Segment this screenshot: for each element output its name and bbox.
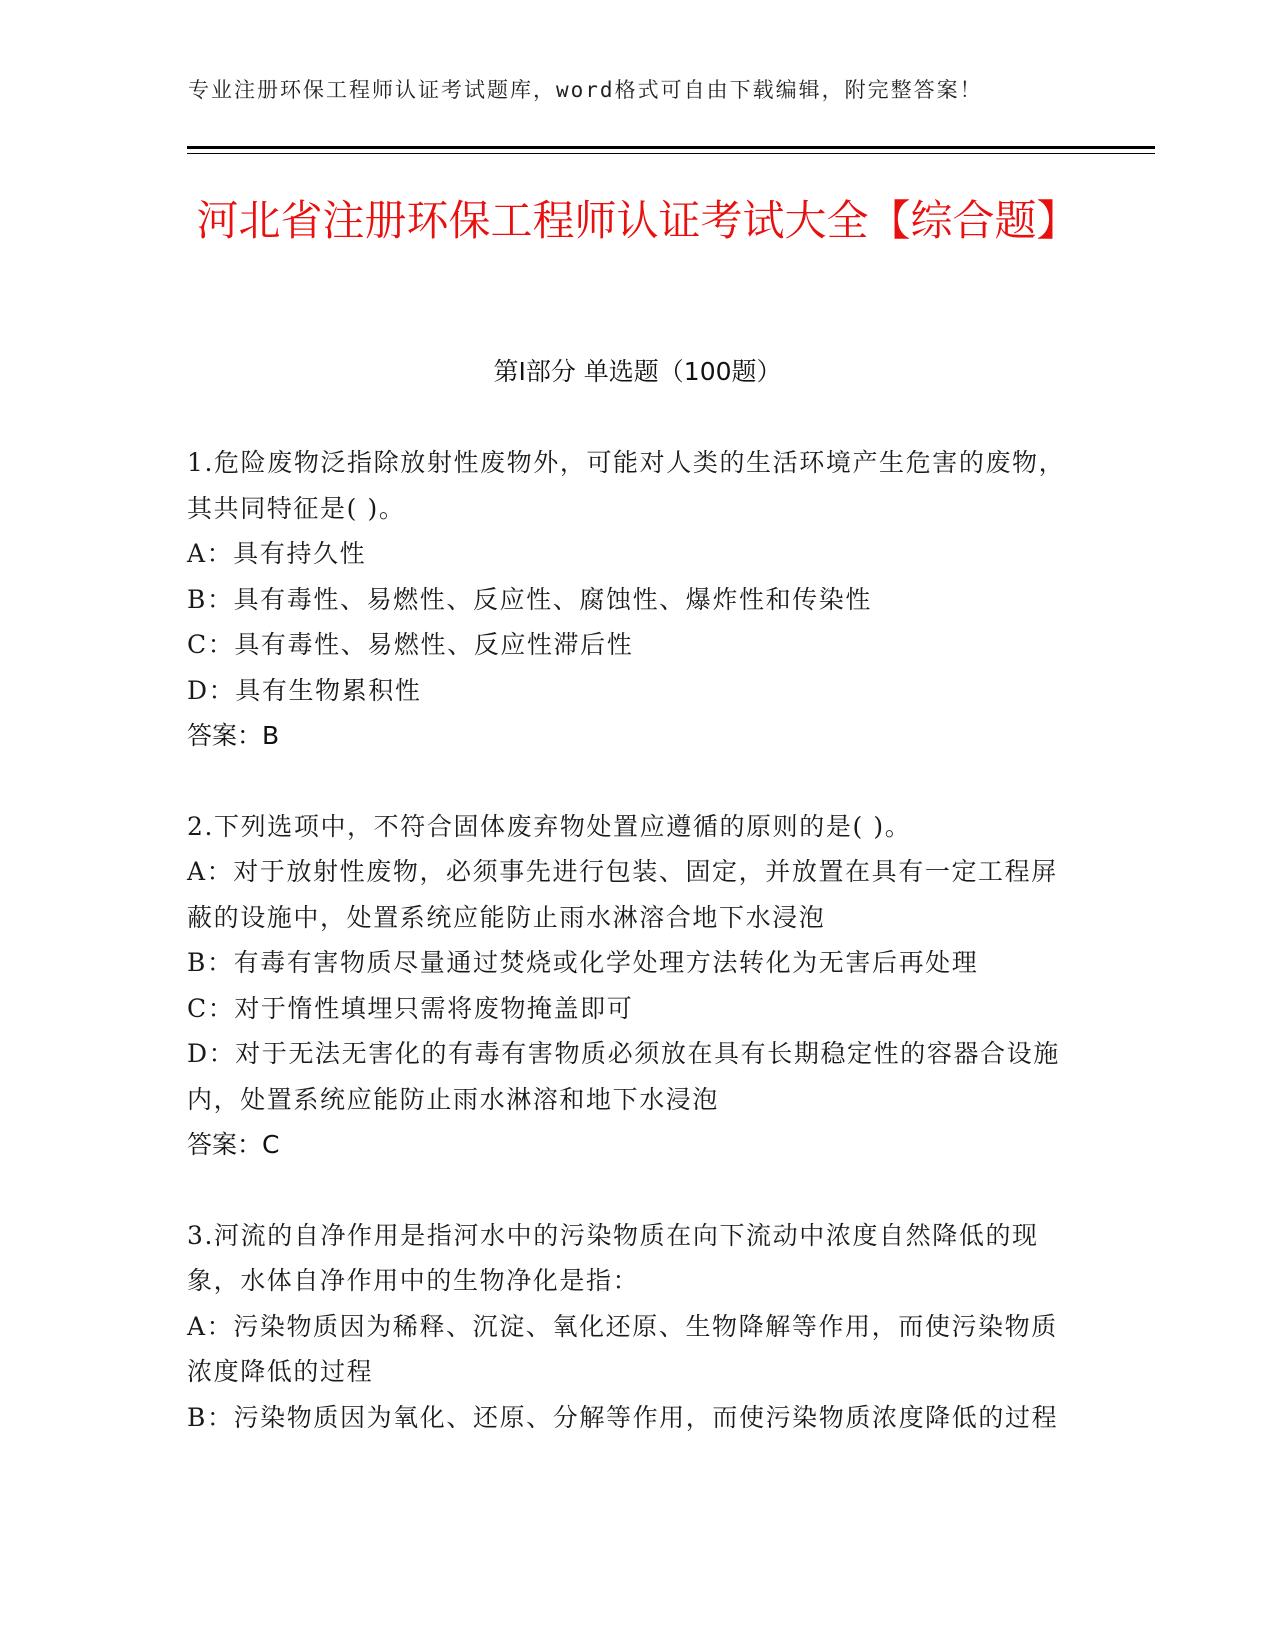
question-stem: 2.下列选项中，不符合固体废弃物处置应遵循的原则的是( )。 bbox=[187, 811, 912, 841]
header-divider-thin bbox=[187, 153, 1155, 154]
option-d: D：对于无法无害化的有毒有害物质必须放在具有长期稳定性的容器合设施内，处置系统应能防止雨水淋溶和地下水浸泡 bbox=[187, 1039, 1060, 1114]
option-b: B：具有毒性、易燃性、反应性、腐蚀性、爆炸性和传染性 bbox=[187, 584, 872, 614]
option-d: D：具有生物累积性 bbox=[187, 675, 422, 705]
section-title: 第Ⅰ部分 单选题（100题） bbox=[493, 357, 782, 386]
option-a: A：污染物质因为稀释、沉淀、氧化还原、生物降解等作用，而使污染物质浓度降低的过程 bbox=[187, 1311, 1058, 1386]
answer: 答案：B bbox=[187, 721, 280, 750]
option-b: B：有毒有害物质尽量通过焚烧或化学处理方法转化为无害后再处理 bbox=[187, 948, 979, 977]
option-c: C：具有毒性、易燃性、反应性滞后性 bbox=[187, 630, 634, 659]
answer: 答案：C bbox=[187, 1130, 280, 1159]
question-stem: 1.危险废物泛指除放射性废物外，可能对人类的生活环境产生危害的废物，其共同特征是( )。 bbox=[187, 448, 1066, 523]
question-1 bbox=[187, 440, 1067, 759]
option-a: A：具有持久性 bbox=[187, 539, 367, 568]
header-divider-thick bbox=[187, 146, 1155, 149]
question-2 bbox=[187, 804, 1067, 1168]
document-title: 河北省注册环保工程师认证考试大全【综合题】 bbox=[196, 196, 1079, 245]
option-b: B：污染物质因为氧化、还原、分解等作用，而使污染物质浓度降低的过程 bbox=[187, 1402, 1059, 1432]
option-c: C：对于惰性填埋只需将废物掩盖即可 bbox=[187, 993, 634, 1023]
question-list bbox=[187, 440, 1067, 1485]
question-stem: 3.河流的自净作用是指河水中的污染物质在向下流动中浓度自然降低的现象，水体自净作用中的生物净化是指： bbox=[187, 1220, 1039, 1295]
question-3 bbox=[187, 1213, 1067, 1441]
header-note: 专业注册环保工程师认证考试题库，word格式可自由下载编辑，附完整答案！ bbox=[188, 78, 983, 102]
option-a: A：对于放射性废物，必须事先进行包装、固定，并放置在具有一定工程屏蔽的设施中，处置系统应能防止雨水淋溶合地下水浸泡 bbox=[187, 857, 1058, 932]
